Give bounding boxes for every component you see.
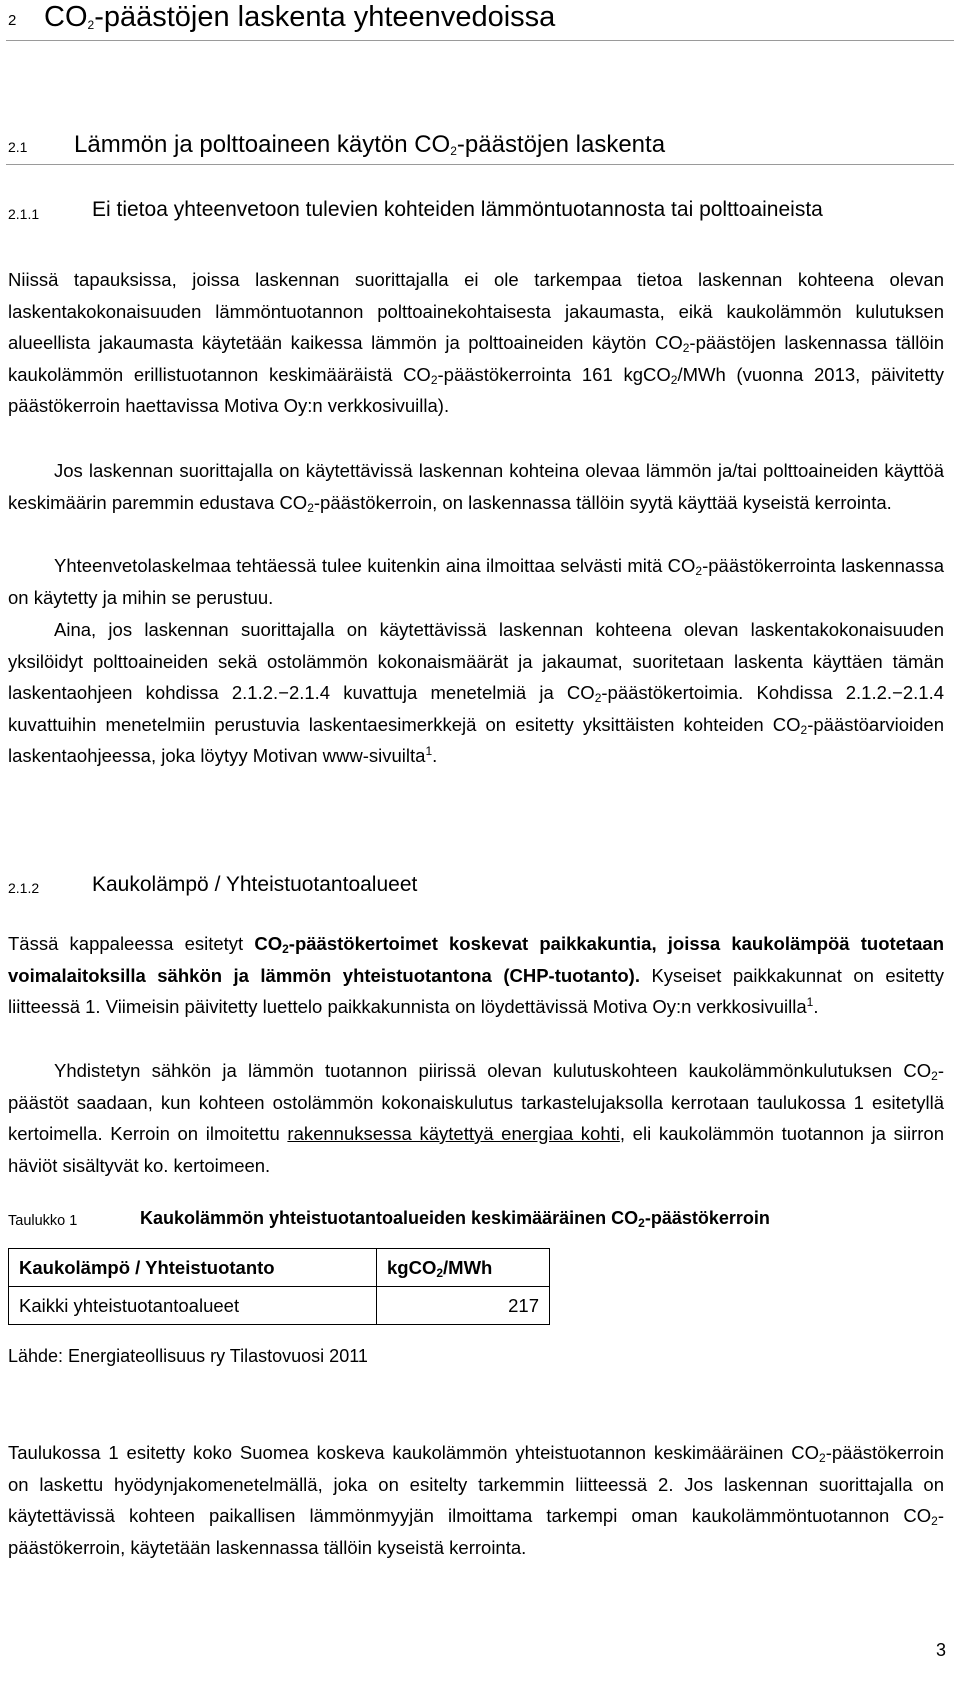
subsection-number: 2.1.1 xyxy=(8,206,40,222)
chapter-number: 2 xyxy=(8,12,17,29)
page-number: 3 xyxy=(936,1640,947,1660)
paragraph-7: Taulukossa 1 esitetty koko Suomea koskeva kaukolämmön yhteistuotannon keskimääräinen $CO_2$-päästökerroin on laskettu hyödynjakomenetelmällä, joka on esitelty tarkemmin liitteessä 2. Jos laskennan suorittajalla on käytettävissä kohteen paikallisen lämmönmyyjän ilmoittama tarkempi oman kaukolämmöntuotannon $CO_2$-päästökerroin, käytetään laskennassa tällöin kyseistä kerrointa. xyxy=(8,1442,944,1558)
paragraph-2: Jos laskennan suorittajalla on käytettävissä laskennan kohteina olevaa lämmön ja/tai polttoaineiden käyttöä keskimäärin paremmin edustava $CO_2$-päästökerroin, on laskennassa tällöin syytä käyttää kyseistä kerrointa. xyxy=(8,460,944,515)
subsection-number: 2.1.2 xyxy=(8,880,40,896)
table-source: Lähde: Energiateollisuus ry Tilastovuosi 2011 xyxy=(8,1346,368,1366)
chapter-heading xyxy=(6,0,954,41)
table-row xyxy=(9,1287,550,1325)
paragraph-4: Aina, jos laskennan suorittajalla on käytettävissä laskennan kohteena olevan laskentakokonaisuuden yksilöidyt polttoaineiden sekä ostolämmön kokonaismäärät ja jakaumat, suoritetaan laskenta käyttäen tämän laskentaohjeen kohdissa 2.1.2.−2.1.4 kuvattuja menetelmiä ja $CO_2$-päästökertoimia. Kohdissa 2.1.2.−2.1.4 kuvattuihin menetelmiin perustuvia laskentaesimerkkejä on esitetty yksittäisten kohteiden $CO_2$-päästöarvioiden laskentaohjeessa, joka löytyy Motivan www-sivuilta$^1$. xyxy=(8,619,944,766)
chapter-title: $CO_2$-päästöjen laskenta yhteenvedoissa xyxy=(44,1,556,33)
section-title: Lämmön ja polttoaineen käytön $CO_2$-päästöjen laskenta xyxy=(74,131,666,158)
table-label: Taulukko 1 xyxy=(8,1213,78,1229)
subsection-title: Kaukolämpö / Yhteistuotantoalueet xyxy=(92,873,418,896)
emission-factor-table xyxy=(8,1248,550,1325)
underlined-phrase: rakennuksessa käytettyä energiaa kohti xyxy=(287,1123,620,1144)
section-heading xyxy=(6,126,954,165)
table-header-cell: Kaukolämpö / Yhteistuotanto xyxy=(9,1249,377,1287)
table-cell: 217 xyxy=(377,1287,550,1325)
subsection-title: Ei tietoa yhteenvetoon tulevien kohteiden lämmöntuotannosta tai polttoaineista xyxy=(92,198,823,221)
table-header-row xyxy=(9,1249,550,1287)
paragraph-1: Niissä tapauksissa, joissa laskennan suorittajalla ei ole tarkempaa tietoa laskennan kohteena olevan laskentakokonaisuuden lämmöntuotannon polttoainekohtaisesta jakaumasta, eikä kaukolämmön kulutuksen alueellista jakaumasta käytetään kaikessa lämmön ja polttoaineiden käytön $CO_2$-päästöjen laskennassa tällöin kaukolämmön erillistuotannon keskimääräistä $CO_2$-päästökerrointa 161 kgCO$_2$/MWh (vuonna 2013, päivitetty päästökerroin haettavissa Motiva Oy:n verkkosivuilla). xyxy=(8,269,944,416)
table-caption xyxy=(8,1208,948,1232)
paragraph-6: Yhdistetyn sähkön ja lämmön tuotannon piirissä olevan kulutuskohteen kaukolämmönkulutuksen $CO_2$-päästöt saadaan, kun kohteen ostolämmön kokonaiskulutus tarkastelujaksolla kerrotaan taulukossa 1 esitetyllä kertoimella. Kerroin on ilmoitettu rakennuksessa käytettyä energiaa kohti, eli kaukolämmön tuotannon ja siirron häviöt sisältyvät ko. kertoimeen. xyxy=(8,1060,944,1176)
paragraph-5: Tässä kappaleessa esitetyt $CO_2$-päästökertoimet koskevat paikkakuntia, joissa kaukolämpöä tuotetaan voimalaitoksilla sähkön ja lämmön yhteistuotantona (CHP-tuotanto). Kyseiset paikkakunnat on esitetty liitteessä 1. Viimeisin päivitetty luettelo paikkakunnista on löydettävissä Motiva Oy:n verkkosivuilla$^1$. xyxy=(8,933,945,1017)
table-cell: Kaikki yhteistuotantoalueet xyxy=(9,1287,377,1325)
table-header-cell: kgCO$_2$/MWh xyxy=(377,1249,550,1287)
table-caption-text: Kaukolämmön yhteistuotantoalueiden keskimääräinen $CO_2$-päästökerroin xyxy=(140,1208,770,1230)
paragraph-3: Yhteenvetolaskelmaa tehtäessä tulee kuitenkin aina ilmoittaa selvästi mitä $CO_2$-päästökerrointa laskennassa on käytetty ja mihin se perustuu. xyxy=(8,555,944,608)
section-number: 2.1 xyxy=(8,139,28,155)
